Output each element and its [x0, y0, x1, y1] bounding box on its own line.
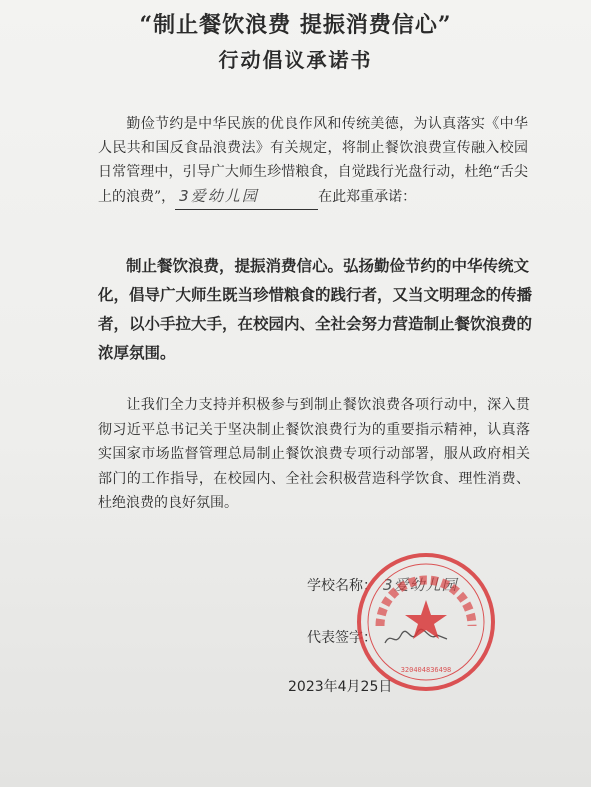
- official-seal: [354, 550, 498, 694]
- document-title: “制止餐饮浪费 提振消费信心”: [139, 12, 452, 38]
- handwritten-school-name: 3爱幼儿园: [179, 187, 259, 205]
- pledge-paragraph: [98, 252, 538, 368]
- school-name-blank: [175, 184, 318, 210]
- document-subtitle: 行动倡议承诺书: [218, 48, 373, 72]
- seal-code: 320404836498: [400, 666, 452, 674]
- document-date: 2023年4月25日: [288, 679, 393, 695]
- closing-paragraph: [98, 393, 530, 516]
- closing-text: 让我们全力支持并积极参与到制止餐饮浪费各项行动中，深入贯彻习近平总书记关于坚决制止餐饮浪费行为的重要指示精神，认真落实国家市场监督管理总局制止餐饮浪费专项行动部署，服从政府相关部门的工作指导，在校园内、全社会积极营造科学饮食、理性消费、杜绝浪费的良好氛围。: [98, 397, 530, 511]
- pledge-text: 制止餐饮浪费，提振消费信心。弘扬勤俭节约的中华传统文化，倡导广大师生既当珍惜粮食的践行者，又当文明理念的传播者，以小手拉大手，在校园内、全社会努力营造制止餐饮浪费的浓厚氛围。: [98, 257, 533, 362]
- intro-tail: 在此郑重承诺：: [318, 189, 417, 205]
- intro-paragraph: [98, 112, 528, 210]
- school-name-value: 3爱幼儿园: [383, 576, 458, 594]
- representative-label: 代表签字：: [307, 630, 377, 646]
- school-name-label: 学校名称：: [307, 578, 377, 594]
- seal-star-icon: [405, 600, 447, 639]
- intro-text: 勤俭节约是中华民族的优良作风和传统美德，为认真落实《中华人民共和国反食品浪费法》有关规定，将制止餐饮浪费宣传融入校园日常管理中，引导广大师生珍惜粮食，自觉践行光盘行动，杜绝“舌尖上的浪费”，: [98, 116, 528, 205]
